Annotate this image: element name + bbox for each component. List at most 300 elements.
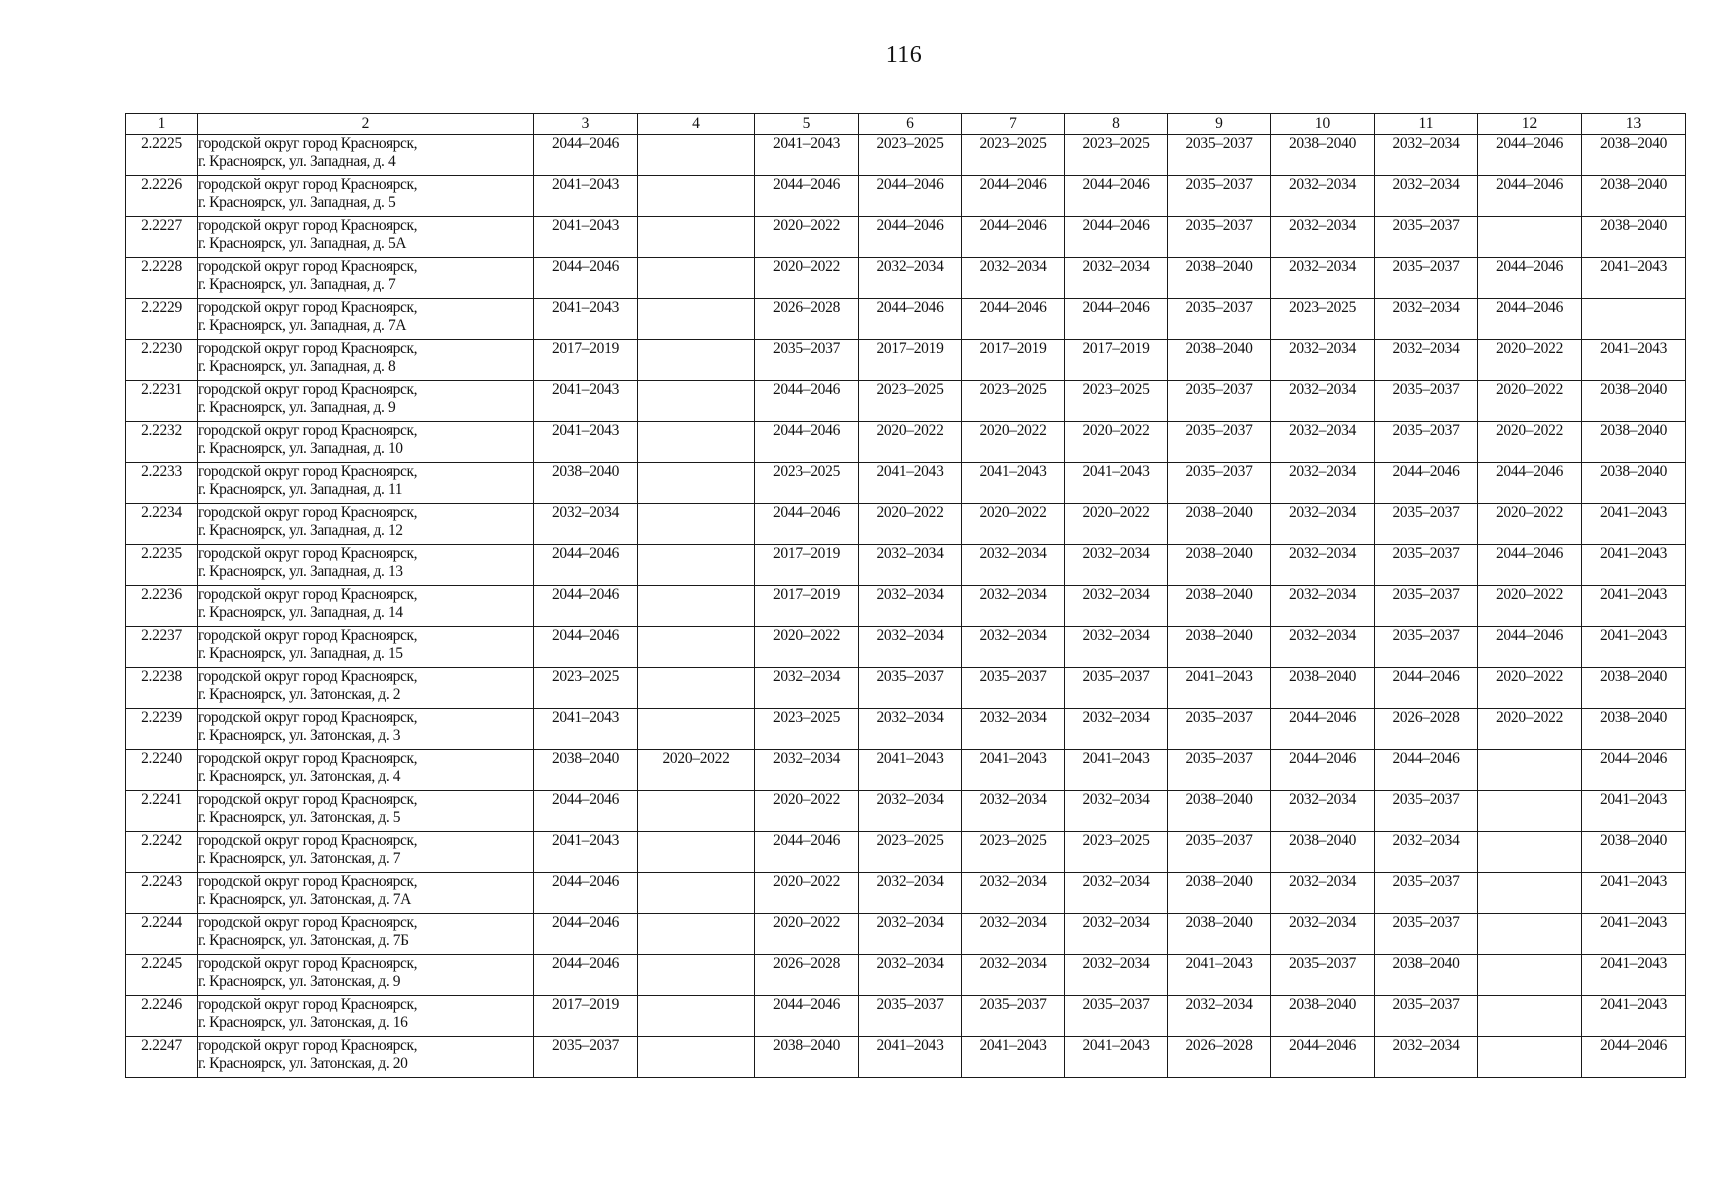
period-cell-col-10: 2032–2034 bbox=[1271, 627, 1375, 668]
period-cell-col-10: 2035–2037 bbox=[1271, 955, 1375, 996]
period-cell-col-11: 2032–2034 bbox=[1375, 340, 1478, 381]
period-cell-col-3: 2041–2043 bbox=[534, 381, 638, 422]
row-number: 2.2245 bbox=[126, 955, 198, 996]
table-row bbox=[126, 217, 1686, 258]
column-header-5: 5 bbox=[755, 114, 859, 135]
period-cell-col-10: 2032–2034 bbox=[1271, 545, 1375, 586]
period-cell-col-7: 2035–2037 bbox=[962, 996, 1065, 1037]
period-cell-col-3: 2017–2019 bbox=[534, 340, 638, 381]
period-cell-col-9: 2038–2040 bbox=[1168, 791, 1271, 832]
period-cell-col-9: 2035–2037 bbox=[1168, 381, 1271, 422]
period-cell-col-10: 2038–2040 bbox=[1271, 832, 1375, 873]
address-line-street: г. Красноярск, ул. Западная, д. 7А bbox=[198, 317, 407, 334]
address-line-district: городской округ город Красноярск, bbox=[198, 258, 418, 275]
row-number: 2.2241 bbox=[126, 791, 198, 832]
period-cell-col-8: 2023–2025 bbox=[1065, 135, 1168, 176]
row-number: 2.2239 bbox=[126, 709, 198, 750]
column-header-2: 2 bbox=[198, 114, 534, 135]
period-cell-col-6: 2044–2046 bbox=[859, 217, 962, 258]
period-cell-col-8: 2032–2034 bbox=[1065, 627, 1168, 668]
column-header-4: 4 bbox=[638, 114, 755, 135]
address-line-district: городской округ город Красноярск, bbox=[198, 668, 418, 685]
period-cell-col-10: 2038–2040 bbox=[1271, 996, 1375, 1037]
period-cell-col-12: 2020–2022 bbox=[1478, 504, 1582, 545]
period-cell-col-5: 2023–2025 bbox=[755, 709, 859, 750]
period-cell-col-10: 2032–2034 bbox=[1271, 791, 1375, 832]
period-cell-col-9: 2038–2040 bbox=[1168, 586, 1271, 627]
period-cell-col-10: 2032–2034 bbox=[1271, 422, 1375, 463]
table-row bbox=[126, 463, 1686, 504]
period-cell-col-10: 2032–2034 bbox=[1271, 504, 1375, 545]
period-cell-col-9: 2038–2040 bbox=[1168, 627, 1271, 668]
table-row bbox=[126, 135, 1686, 176]
address-line-street: г. Красноярск, ул. Затонская, д. 16 bbox=[198, 1014, 408, 1031]
period-cell-col-11: 2035–2037 bbox=[1375, 791, 1478, 832]
period-cell-col-9: 2035–2037 bbox=[1168, 832, 1271, 873]
period-cell-col-11: 2035–2037 bbox=[1375, 545, 1478, 586]
address-line-district: городской округ город Красноярск, bbox=[198, 299, 418, 316]
period-cell-col-5: 2020–2022 bbox=[755, 258, 859, 299]
period-cell-col-4 bbox=[638, 709, 755, 750]
period-cell-col-12 bbox=[1478, 873, 1582, 914]
period-cell-col-13: 2038–2040 bbox=[1582, 668, 1686, 709]
table-row bbox=[126, 996, 1686, 1037]
address-line-district: городской округ город Красноярск, bbox=[198, 381, 418, 398]
period-cell-col-6: 2032–2034 bbox=[859, 627, 962, 668]
period-cell-col-13: 2038–2040 bbox=[1582, 381, 1686, 422]
period-cell-col-3: 2044–2046 bbox=[534, 873, 638, 914]
address-cell bbox=[198, 340, 534, 381]
period-cell-col-10: 2032–2034 bbox=[1271, 176, 1375, 217]
period-cell-col-5: 2023–2025 bbox=[755, 463, 859, 504]
period-cell-col-9: 2035–2037 bbox=[1168, 422, 1271, 463]
table-header bbox=[126, 114, 1686, 135]
period-cell-col-4 bbox=[638, 422, 755, 463]
period-cell-col-11: 2035–2037 bbox=[1375, 586, 1478, 627]
period-cell-col-3: 2023–2025 bbox=[534, 668, 638, 709]
period-cell-col-5: 2032–2034 bbox=[755, 668, 859, 709]
period-cell-col-6: 2032–2034 bbox=[859, 791, 962, 832]
period-cell-col-6: 2023–2025 bbox=[859, 135, 962, 176]
address-line-street: г. Красноярск, ул. Затонская, д. 5 bbox=[198, 809, 401, 826]
period-cell-col-12: 2020–2022 bbox=[1478, 586, 1582, 627]
period-cell-col-4 bbox=[638, 873, 755, 914]
period-cell-col-3: 2041–2043 bbox=[534, 709, 638, 750]
period-cell-col-4 bbox=[638, 258, 755, 299]
period-cell-col-6: 2017–2019 bbox=[859, 340, 962, 381]
table-row bbox=[126, 1037, 1686, 1078]
row-number: 2.2227 bbox=[126, 217, 198, 258]
address-line-district: городской округ город Красноярск, bbox=[198, 586, 418, 603]
address-line-street: г. Красноярск, ул. Западная, д. 14 bbox=[198, 604, 403, 621]
address-line-street: г. Красноярск, ул. Западная, д. 5 bbox=[198, 194, 396, 211]
period-cell-col-7: 2032–2034 bbox=[962, 955, 1065, 996]
period-cell-col-8: 2032–2034 bbox=[1065, 586, 1168, 627]
period-cell-col-9: 2026–2028 bbox=[1168, 1037, 1271, 1078]
period-cell-col-4 bbox=[638, 381, 755, 422]
period-cell-col-13: 2038–2040 bbox=[1582, 422, 1686, 463]
period-cell-col-5: 2020–2022 bbox=[755, 791, 859, 832]
address-line-street: г. Красноярск, ул. Затонская, д. 20 bbox=[198, 1055, 408, 1072]
period-cell-col-8: 2032–2034 bbox=[1065, 545, 1168, 586]
period-cell-col-11: 2032–2034 bbox=[1375, 176, 1478, 217]
table-row bbox=[126, 299, 1686, 340]
period-cell-col-7: 2020–2022 bbox=[962, 422, 1065, 463]
address-line-street: г. Красноярск, ул. Затонская, д. 7 bbox=[198, 850, 401, 867]
period-cell-col-4 bbox=[638, 217, 755, 258]
period-cell-col-7: 2017–2019 bbox=[962, 340, 1065, 381]
period-cell-col-9: 2038–2040 bbox=[1168, 545, 1271, 586]
address-line-street: г. Красноярск, ул. Западная, д. 9 bbox=[198, 399, 396, 416]
period-cell-col-4 bbox=[638, 586, 755, 627]
period-cell-col-5: 2044–2046 bbox=[755, 422, 859, 463]
period-cell-col-4 bbox=[638, 176, 755, 217]
address-line-street: г. Красноярск, ул. Западная, д. 15 bbox=[198, 645, 403, 662]
period-cell-col-12 bbox=[1478, 955, 1582, 996]
row-number: 2.2236 bbox=[126, 586, 198, 627]
row-number: 2.2232 bbox=[126, 422, 198, 463]
table-row bbox=[126, 832, 1686, 873]
period-cell-col-3: 2041–2043 bbox=[534, 422, 638, 463]
period-cell-col-5: 2038–2040 bbox=[755, 1037, 859, 1078]
row-number: 2.2242 bbox=[126, 832, 198, 873]
row-number: 2.2230 bbox=[126, 340, 198, 381]
period-cell-col-6: 2032–2034 bbox=[859, 586, 962, 627]
address-line-street: г. Красноярск, ул. Западная, д. 5А bbox=[198, 235, 407, 252]
period-cell-col-5: 2020–2022 bbox=[755, 914, 859, 955]
period-cell-col-7: 2032–2034 bbox=[962, 791, 1065, 832]
row-number: 2.2247 bbox=[126, 1037, 198, 1078]
period-cell-col-3: 2032–2034 bbox=[534, 504, 638, 545]
table-row bbox=[126, 545, 1686, 586]
period-cell-col-6: 2035–2037 bbox=[859, 668, 962, 709]
period-cell-col-12 bbox=[1478, 1037, 1582, 1078]
period-cell-col-8: 2017–2019 bbox=[1065, 340, 1168, 381]
period-cell-col-3: 2035–2037 bbox=[534, 1037, 638, 1078]
table-row bbox=[126, 340, 1686, 381]
address-cell bbox=[198, 463, 534, 504]
period-cell-col-11: 2044–2046 bbox=[1375, 750, 1478, 791]
table-row bbox=[126, 258, 1686, 299]
address-cell bbox=[198, 996, 534, 1037]
period-cell-col-13: 2038–2040 bbox=[1582, 135, 1686, 176]
column-header-7: 7 bbox=[962, 114, 1065, 135]
period-cell-col-12: 2020–2022 bbox=[1478, 668, 1582, 709]
period-cell-col-8: 2041–2043 bbox=[1065, 1037, 1168, 1078]
address-cell bbox=[198, 545, 534, 586]
table-row bbox=[126, 176, 1686, 217]
period-cell-col-11: 2035–2037 bbox=[1375, 996, 1478, 1037]
address-line-district: городской округ город Красноярск, bbox=[198, 627, 418, 644]
period-cell-col-7: 2023–2025 bbox=[962, 381, 1065, 422]
period-cell-col-5: 2020–2022 bbox=[755, 217, 859, 258]
period-cell-col-10: 2032–2034 bbox=[1271, 258, 1375, 299]
period-cell-col-4 bbox=[638, 914, 755, 955]
period-cell-col-4 bbox=[638, 996, 755, 1037]
period-cell-col-3: 2044–2046 bbox=[534, 791, 638, 832]
period-cell-col-9: 2035–2037 bbox=[1168, 750, 1271, 791]
address-line-street: г. Красноярск, ул. Западная, д. 11 bbox=[198, 481, 403, 498]
period-cell-col-13: 2041–2043 bbox=[1582, 955, 1686, 996]
period-cell-col-7: 2044–2046 bbox=[962, 299, 1065, 340]
address-line-district: городской округ город Красноярск, bbox=[198, 873, 418, 890]
period-cell-col-10: 2044–2046 bbox=[1271, 709, 1375, 750]
period-cell-col-11: 2035–2037 bbox=[1375, 627, 1478, 668]
period-cell-col-12 bbox=[1478, 217, 1582, 258]
period-cell-col-8: 2020–2022 bbox=[1065, 422, 1168, 463]
period-cell-col-8: 2023–2025 bbox=[1065, 381, 1168, 422]
period-cell-col-8: 2023–2025 bbox=[1065, 832, 1168, 873]
table-row bbox=[126, 504, 1686, 545]
period-cell-col-6: 2032–2034 bbox=[859, 914, 962, 955]
row-number: 2.2235 bbox=[126, 545, 198, 586]
period-cell-col-10: 2044–2046 bbox=[1271, 1037, 1375, 1078]
period-cell-col-7: 2020–2022 bbox=[962, 504, 1065, 545]
address-line-district: городской округ город Красноярск, bbox=[198, 176, 418, 193]
period-cell-col-4 bbox=[638, 504, 755, 545]
period-cell-col-4 bbox=[638, 955, 755, 996]
period-cell-col-4 bbox=[638, 1037, 755, 1078]
address-line-street: г. Красноярск, ул. Западная, д. 10 bbox=[198, 440, 403, 457]
period-cell-col-6: 2032–2034 bbox=[859, 955, 962, 996]
period-cell-col-13: 2038–2040 bbox=[1582, 832, 1686, 873]
period-cell-col-11: 2026–2028 bbox=[1375, 709, 1478, 750]
address-cell bbox=[198, 422, 534, 463]
period-cell-col-7: 2032–2034 bbox=[962, 873, 1065, 914]
period-cell-col-7: 2032–2034 bbox=[962, 709, 1065, 750]
period-cell-col-10: 2044–2046 bbox=[1271, 750, 1375, 791]
schedule-table bbox=[125, 113, 1686, 1078]
period-cell-col-8: 2044–2046 bbox=[1065, 217, 1168, 258]
period-cell-col-13: 2041–2043 bbox=[1582, 627, 1686, 668]
period-cell-col-4 bbox=[638, 340, 755, 381]
address-line-street: г. Красноярск, ул. Затонская, д. 2 bbox=[198, 686, 401, 703]
period-cell-col-10: 2023–2025 bbox=[1271, 299, 1375, 340]
period-cell-col-3: 2044–2046 bbox=[534, 135, 638, 176]
period-cell-col-9: 2038–2040 bbox=[1168, 258, 1271, 299]
period-cell-col-3: 2038–2040 bbox=[534, 750, 638, 791]
address-line-street: г. Красноярск, ул. Западная, д. 13 bbox=[198, 563, 403, 580]
address-cell bbox=[198, 832, 534, 873]
period-cell-col-9: 2035–2037 bbox=[1168, 176, 1271, 217]
header-row bbox=[126, 114, 1686, 135]
period-cell-col-8: 2041–2043 bbox=[1065, 463, 1168, 504]
period-cell-col-6: 2041–2043 bbox=[859, 463, 962, 504]
period-cell-col-13: 2041–2043 bbox=[1582, 586, 1686, 627]
address-cell bbox=[198, 504, 534, 545]
address-line-district: городской округ город Красноярск, bbox=[198, 504, 418, 521]
address-line-district: городской округ город Красноярск, bbox=[198, 422, 418, 439]
period-cell-col-4 bbox=[638, 791, 755, 832]
address-cell bbox=[198, 176, 534, 217]
column-header-8: 8 bbox=[1065, 114, 1168, 135]
period-cell-col-6: 2023–2025 bbox=[859, 381, 962, 422]
address-line-district: городской округ город Красноярск, bbox=[198, 832, 418, 849]
period-cell-col-12 bbox=[1478, 791, 1582, 832]
address-cell bbox=[198, 709, 534, 750]
row-number: 2.2244 bbox=[126, 914, 198, 955]
period-cell-col-4 bbox=[638, 135, 755, 176]
period-cell-col-13: 2038–2040 bbox=[1582, 709, 1686, 750]
period-cell-col-4 bbox=[638, 668, 755, 709]
row-number: 2.2231 bbox=[126, 381, 198, 422]
period-cell-col-5: 2035–2037 bbox=[755, 340, 859, 381]
period-cell-col-7: 2041–2043 bbox=[962, 463, 1065, 504]
period-cell-col-4 bbox=[638, 299, 755, 340]
address-cell bbox=[198, 381, 534, 422]
period-cell-col-5: 2017–2019 bbox=[755, 586, 859, 627]
period-cell-col-7: 2041–2043 bbox=[962, 1037, 1065, 1078]
address-line-district: городской округ город Красноярск, bbox=[198, 135, 418, 152]
period-cell-col-9: 2035–2037 bbox=[1168, 709, 1271, 750]
column-header-6: 6 bbox=[859, 114, 962, 135]
period-cell-col-10: 2032–2034 bbox=[1271, 463, 1375, 504]
period-cell-col-13: 2038–2040 bbox=[1582, 176, 1686, 217]
row-number: 2.2226 bbox=[126, 176, 198, 217]
table-row bbox=[126, 873, 1686, 914]
period-cell-col-8: 2032–2034 bbox=[1065, 791, 1168, 832]
row-number: 2.2237 bbox=[126, 627, 198, 668]
period-cell-col-7: 2023–2025 bbox=[962, 832, 1065, 873]
address-line-street: г. Красноярск, ул. Затонская, д. 7Б bbox=[198, 932, 409, 949]
period-cell-col-6: 2032–2034 bbox=[859, 873, 962, 914]
period-cell-col-11: 2035–2037 bbox=[1375, 873, 1478, 914]
period-cell-col-6: 2041–2043 bbox=[859, 1037, 962, 1078]
row-number: 2.2238 bbox=[126, 668, 198, 709]
period-cell-col-6: 2020–2022 bbox=[859, 422, 962, 463]
period-cell-col-7: 2032–2034 bbox=[962, 258, 1065, 299]
period-cell-col-7: 2032–2034 bbox=[962, 586, 1065, 627]
period-cell-col-3: 2038–2040 bbox=[534, 463, 638, 504]
period-cell-col-8: 2044–2046 bbox=[1065, 299, 1168, 340]
table-row bbox=[126, 422, 1686, 463]
period-cell-col-3: 2017–2019 bbox=[534, 996, 638, 1037]
period-cell-col-6: 2032–2034 bbox=[859, 258, 962, 299]
address-cell bbox=[198, 914, 534, 955]
address-line-street: г. Красноярск, ул. Затонская, д. 3 bbox=[198, 727, 401, 744]
period-cell-col-10: 2032–2034 bbox=[1271, 217, 1375, 258]
period-cell-col-12: 2044–2046 bbox=[1478, 627, 1582, 668]
period-cell-col-10: 2038–2040 bbox=[1271, 668, 1375, 709]
row-number: 2.2229 bbox=[126, 299, 198, 340]
period-cell-col-9: 2032–2034 bbox=[1168, 996, 1271, 1037]
period-cell-col-13: 2038–2040 bbox=[1582, 217, 1686, 258]
address-cell bbox=[198, 1037, 534, 1078]
period-cell-col-3: 2044–2046 bbox=[534, 545, 638, 586]
period-cell-col-7: 2023–2025 bbox=[962, 135, 1065, 176]
address-cell bbox=[198, 668, 534, 709]
period-cell-col-7: 2041–2043 bbox=[962, 750, 1065, 791]
period-cell-col-7: 2044–2046 bbox=[962, 217, 1065, 258]
period-cell-col-8: 2032–2034 bbox=[1065, 914, 1168, 955]
address-cell bbox=[198, 750, 534, 791]
period-cell-col-13 bbox=[1582, 299, 1686, 340]
address-cell bbox=[198, 258, 534, 299]
period-cell-col-11: 2035–2037 bbox=[1375, 914, 1478, 955]
period-cell-col-5: 2017–2019 bbox=[755, 545, 859, 586]
address-line-street: г. Красноярск, ул. Западная, д. 7 bbox=[198, 276, 396, 293]
period-cell-col-6: 2044–2046 bbox=[859, 176, 962, 217]
period-cell-col-5: 2020–2022 bbox=[755, 627, 859, 668]
period-cell-col-7: 2035–2037 bbox=[962, 668, 1065, 709]
period-cell-col-9: 2041–2043 bbox=[1168, 668, 1271, 709]
period-cell-col-6: 2032–2034 bbox=[859, 545, 962, 586]
period-cell-col-5: 2020–2022 bbox=[755, 873, 859, 914]
period-cell-col-5: 2026–2028 bbox=[755, 299, 859, 340]
period-cell-col-12: 2044–2046 bbox=[1478, 463, 1582, 504]
address-line-district: городской округ город Красноярск, bbox=[198, 955, 418, 972]
period-cell-col-12: 2044–2046 bbox=[1478, 135, 1582, 176]
address-line-district: городской округ город Красноярск, bbox=[198, 463, 418, 480]
period-cell-col-8: 2032–2034 bbox=[1065, 709, 1168, 750]
address-cell bbox=[198, 586, 534, 627]
address-cell bbox=[198, 299, 534, 340]
period-cell-col-10: 2032–2034 bbox=[1271, 340, 1375, 381]
period-cell-col-11: 2035–2037 bbox=[1375, 422, 1478, 463]
address-cell bbox=[198, 217, 534, 258]
address-line-district: городской округ город Красноярск, bbox=[198, 340, 418, 357]
period-cell-col-9: 2038–2040 bbox=[1168, 914, 1271, 955]
row-number: 2.2225 bbox=[126, 135, 198, 176]
period-cell-col-13: 2041–2043 bbox=[1582, 791, 1686, 832]
period-cell-col-3: 2044–2046 bbox=[534, 258, 638, 299]
page-number: 116 bbox=[885, 42, 923, 68]
period-cell-col-7: 2032–2034 bbox=[962, 627, 1065, 668]
table-row bbox=[126, 586, 1686, 627]
column-header-11: 11 bbox=[1375, 114, 1478, 135]
table-row bbox=[126, 627, 1686, 668]
period-cell-col-3: 2044–2046 bbox=[534, 914, 638, 955]
period-cell-col-12: 2020–2022 bbox=[1478, 422, 1582, 463]
period-cell-col-3: 2041–2043 bbox=[534, 176, 638, 217]
address-cell bbox=[198, 873, 534, 914]
period-cell-col-5: 2041–2043 bbox=[755, 135, 859, 176]
period-cell-col-4 bbox=[638, 545, 755, 586]
address-cell bbox=[198, 627, 534, 668]
period-cell-col-12 bbox=[1478, 914, 1582, 955]
table-body bbox=[126, 135, 1686, 1078]
period-cell-col-8: 2032–2034 bbox=[1065, 258, 1168, 299]
period-cell-col-3: 2044–2046 bbox=[534, 627, 638, 668]
period-cell-col-8: 2035–2037 bbox=[1065, 668, 1168, 709]
period-cell-col-10: 2038–2040 bbox=[1271, 135, 1375, 176]
period-cell-col-12: 2020–2022 bbox=[1478, 381, 1582, 422]
period-cell-col-3: 2044–2046 bbox=[534, 586, 638, 627]
period-cell-col-9: 2038–2040 bbox=[1168, 873, 1271, 914]
period-cell-col-7: 2032–2034 bbox=[962, 545, 1065, 586]
period-cell-col-12: 2044–2046 bbox=[1478, 176, 1582, 217]
period-cell-col-4 bbox=[638, 832, 755, 873]
row-number: 2.2228 bbox=[126, 258, 198, 299]
column-header-9: 9 bbox=[1168, 114, 1271, 135]
period-cell-col-3: 2044–2046 bbox=[534, 955, 638, 996]
row-number: 2.2233 bbox=[126, 463, 198, 504]
period-cell-col-9: 2038–2040 bbox=[1168, 504, 1271, 545]
address-line-district: городской округ город Красноярск, bbox=[198, 709, 418, 726]
period-cell-col-8: 2035–2037 bbox=[1065, 996, 1168, 1037]
period-cell-col-9: 2035–2037 bbox=[1168, 217, 1271, 258]
address-line-street: г. Красноярск, ул. Затонская, д. 9 bbox=[198, 973, 401, 990]
address-line-district: городской округ город Красноярск, bbox=[198, 1037, 418, 1054]
period-cell-col-8: 2020–2022 bbox=[1065, 504, 1168, 545]
period-cell-col-11: 2032–2034 bbox=[1375, 135, 1478, 176]
period-cell-col-12: 2044–2046 bbox=[1478, 258, 1582, 299]
period-cell-col-6: 2023–2025 bbox=[859, 832, 962, 873]
period-cell-col-13: 2041–2043 bbox=[1582, 873, 1686, 914]
period-cell-col-10: 2032–2034 bbox=[1271, 873, 1375, 914]
address-line-street: г. Красноярск, ул. Затонская, д. 4 bbox=[198, 768, 401, 785]
period-cell-col-12: 2044–2046 bbox=[1478, 545, 1582, 586]
